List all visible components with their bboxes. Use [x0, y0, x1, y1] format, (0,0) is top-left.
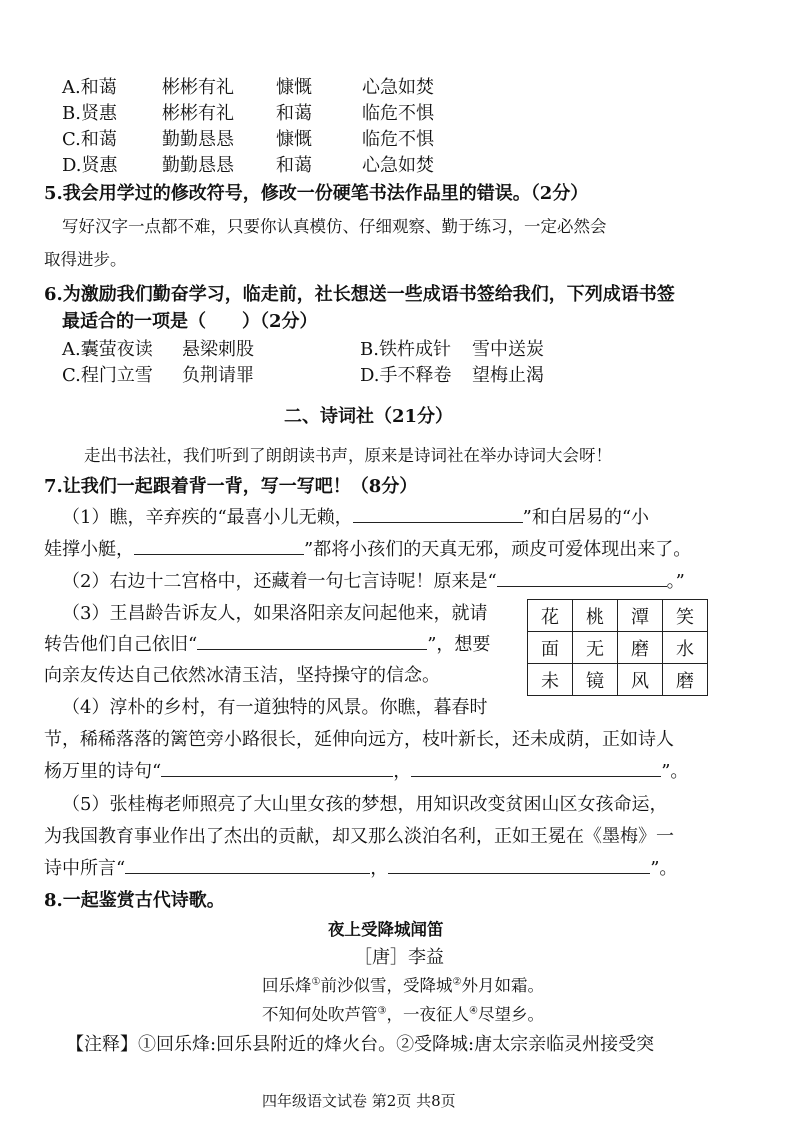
q7-item1-line2: 娃撑小艇， ”都将小孩们的天真无邪，顽皮可爱体现出来了。 — [44, 535, 691, 561]
grid-cell: 水 — [663, 632, 708, 664]
q6-title-line1: 6.为激励我们勤奋学习，临走前，社长想送一些成语书签给我们，下列成语书签 — [44, 284, 675, 305]
q7-item3-line1: （3）王昌龄告诉友人，如果洛阳亲友问起他来，就请 — [62, 603, 488, 624]
poem-line1: 回乐烽①前沙似雪，受降城②外月如霜。 — [262, 976, 544, 995]
q8-title: 8.一起鉴赏古代诗歌。 — [44, 890, 225, 911]
grid-cell: 潭 — [618, 600, 663, 632]
grid-cell: 笑 — [663, 600, 708, 632]
answer-blank[interactable] — [411, 758, 661, 777]
q4-option-d: D.贤惠 勤勤恳恳 和蔼 心急如焚 — [62, 155, 434, 176]
q7-item4-line2: 节，稀稀落落的篱笆旁小路很长，延伸向远方，枝叶新长，还未成荫，正如诗人 — [44, 729, 674, 750]
q7-item1-line1: （1）瞧，辛弃疾的“最喜小儿无赖， ”和白居易的“小 — [62, 503, 649, 529]
q7-item4-line1: （4）淳朴的乡村，有一道独特的风景。你瞧，暮春时 — [62, 697, 488, 718]
q7-item2: （2）右边十二宫格中，还藏着一句七言诗呢！原来是“ 。” — [62, 567, 685, 593]
grid-cell: 磨 — [663, 664, 708, 696]
answer-blank[interactable] — [125, 855, 370, 874]
grid-cell: 无 — [573, 632, 618, 664]
grid-cell: 桃 — [573, 600, 618, 632]
answer-blank[interactable] — [497, 568, 667, 587]
q6-option-a: A.囊萤夜读 悬梁刺股 — [62, 339, 254, 360]
q4-option-a: A.和蔼 彬彬有礼 慷慨 心急如焚 — [62, 77, 434, 98]
q7-item3-line3: 向亲友传达自己依然冰清玉洁，坚持操守的信念。 — [44, 665, 440, 686]
q7-item3-line2: 转告他们自己依旧“ ”，想要 — [44, 630, 490, 656]
q5-passage-line1: 写好汉字一点都不难，只要你认真模仿、仔细观察、勤于练习，一定必然会 — [62, 217, 607, 236]
twelve-character-grid — [527, 599, 708, 696]
q7-item5-line2: 为我国教育事业作出了杰出的贡献，却又那么淡泊名利，正如王冕在《墨梅》一 — [44, 826, 674, 847]
q7-item5-line3: 诗中所言“ ， ”。 — [44, 854, 677, 880]
grid-cell: 面 — [528, 632, 573, 664]
grid-cell: 风 — [618, 664, 663, 696]
q4-option-b: B.贤惠 彬彬有礼 和蔼 临危不惧 — [62, 103, 434, 124]
poem-annotation: 【注释】①回乐烽:回乐县附近的烽火台。②受降城:唐太宗亲临灵州接受突 — [66, 1034, 655, 1055]
q6-option-c: C.程门立雪 负荆请罪 — [62, 365, 254, 386]
poem-line2: 不知何处吹芦管③，一夜征人④尽望乡。 — [262, 1005, 544, 1024]
poem-title: 夜上受降城闻笛 — [328, 920, 444, 939]
grid-cell: 花 — [528, 600, 573, 632]
q6-option-d: D.手不释卷 望梅止渴 — [360, 365, 544, 386]
answer-blank[interactable] — [353, 504, 523, 523]
q4-option-c: C.和蔼 勤勤恳恳 慷慨 临危不惧 — [62, 129, 434, 150]
poem-author: ［唐］李益 — [354, 947, 444, 968]
q7-title: 7.让我们一起跟着背一背，写一写吧！（8分） — [44, 476, 418, 497]
section-heading: 二、诗词社（21分） — [284, 406, 454, 427]
answer-blank[interactable] — [161, 758, 393, 777]
answer-blank[interactable] — [388, 855, 650, 874]
q6-title-line2: 最适合的一项是（ ）（2分） — [62, 311, 318, 332]
grid-cell: 镜 — [573, 664, 618, 696]
page-footer: 四年级语文试卷 第2页 共8页 — [262, 1092, 456, 1110]
grid-cell: 未 — [528, 664, 573, 696]
section-intro: 走出书法社，我们听到了朗朗读书声，原来是诗词社在举办诗词大会呀！ — [84, 446, 612, 465]
q5-title: 5.我会用学过的修改符号，修改一份硬笔书法作品里的错误。（2分） — [44, 183, 589, 204]
q7-item5-line1: （5）张桂梅老师照亮了大山里女孩的梦想，用知识改变贫困山区女孩命运， — [62, 794, 668, 815]
answer-blank[interactable] — [197, 631, 427, 650]
answer-blank[interactable] — [134, 536, 304, 555]
q6-option-b: B.铁杵成针 雪中送炭 — [360, 339, 544, 360]
q5-passage-line2: 取得进步。 — [44, 250, 127, 269]
grid-cell: 磨 — [618, 632, 663, 664]
q7-item4-line3: 杨万里的诗句“ ， ”。 — [44, 757, 688, 783]
